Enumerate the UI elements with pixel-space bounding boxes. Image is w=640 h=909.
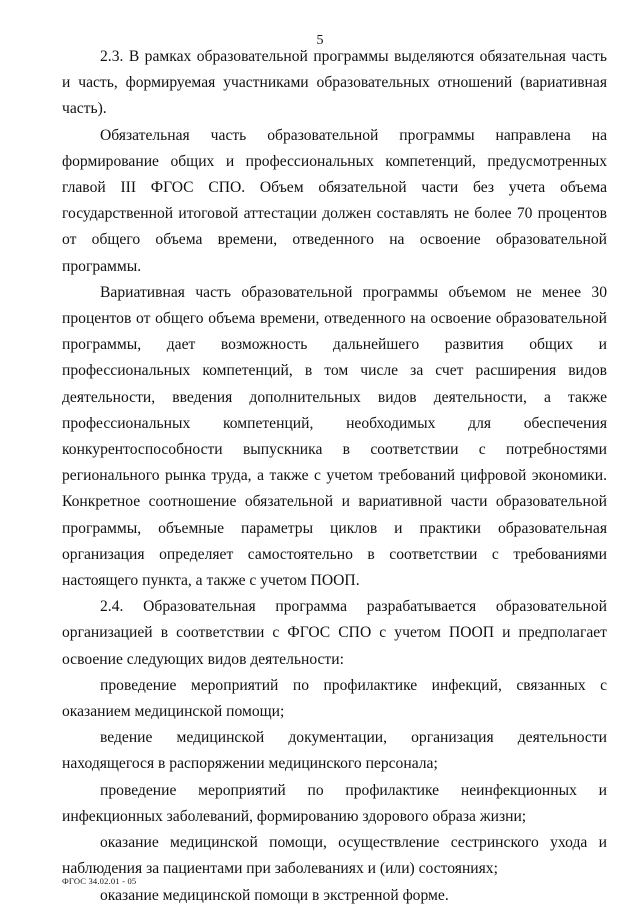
body-text	[62, 44, 607, 909]
paragraph-2-4: 2.4. Образовательная программа разрабатывается образовательной организацией в соответствии с ФГОС СПО с учетом ПООП и предполагает освоение следующих видов деятельности:	[62, 598, 607, 668]
paragraph-variable-part: Вариативная часть образовательной программы объемом не менее 30 процентов от общего объема времени, отведенного на освоение образовательной программы, дает возможность дальнейшего развития общих и профессиональных компетенций, в том числе за счет расширения видов деятельности, введения дополнительных видов деятельности, а также профессиональных компетенций, необходимых для обеспечения конкурентоспособности выпускника в соответствии с потребностями регионального рынка труда, а также с учетом требований цифровой экономики. Конкретное соотношение обязательной и вариативной части образовательной программы, объемные параметры циклов и практики образовательная организация определяет самостоятельно в соответствии с требованиями настоящего пункта, а также с учетом ПООП.	[62, 283, 607, 590]
activity-item: проведение мероприятий по профилактике неинфекционных и инфекционных заболеваний, формированию здорового образа жизни;	[62, 781, 607, 825]
paragraph-2-3: 2.3. В рамках образовательной программы выделяются обязательная часть и часть, формируемая участниками образовательных отношений (вариативная часть).	[62, 48, 607, 118]
page-number: 5	[316, 33, 324, 48]
paragraph-mandatory-part: Обязательная часть образовательной программы направлена на формирование общих и профессиональных компетенций, предусмотренных главой III ФГОС СПО. Объем обязательной части без учета объема государственной итоговой аттестации должен составлять не более 70 процентов от общего объема времени, отведенного на освоение образовательной программы.	[62, 126, 607, 275]
activity-item: проведение мероприятий по профилактике инфекций, связанных с оказанием медицинской помощи;	[62, 676, 607, 721]
activity-item: оказание медицинской помощи в экстренной форме.	[100, 886, 449, 904]
activity-item: оказание медицинской помощи, осуществление сестринского ухода и наблюдения за пациентами при заболеваниях и (или) состояниях;	[62, 834, 607, 878]
activity-item: ведение медицинской документации, организация деятельности находящегося в распоряжении медицинского персонала;	[62, 729, 607, 773]
footer-code: ФГОС 34.02.01 - 05	[62, 876, 137, 886]
